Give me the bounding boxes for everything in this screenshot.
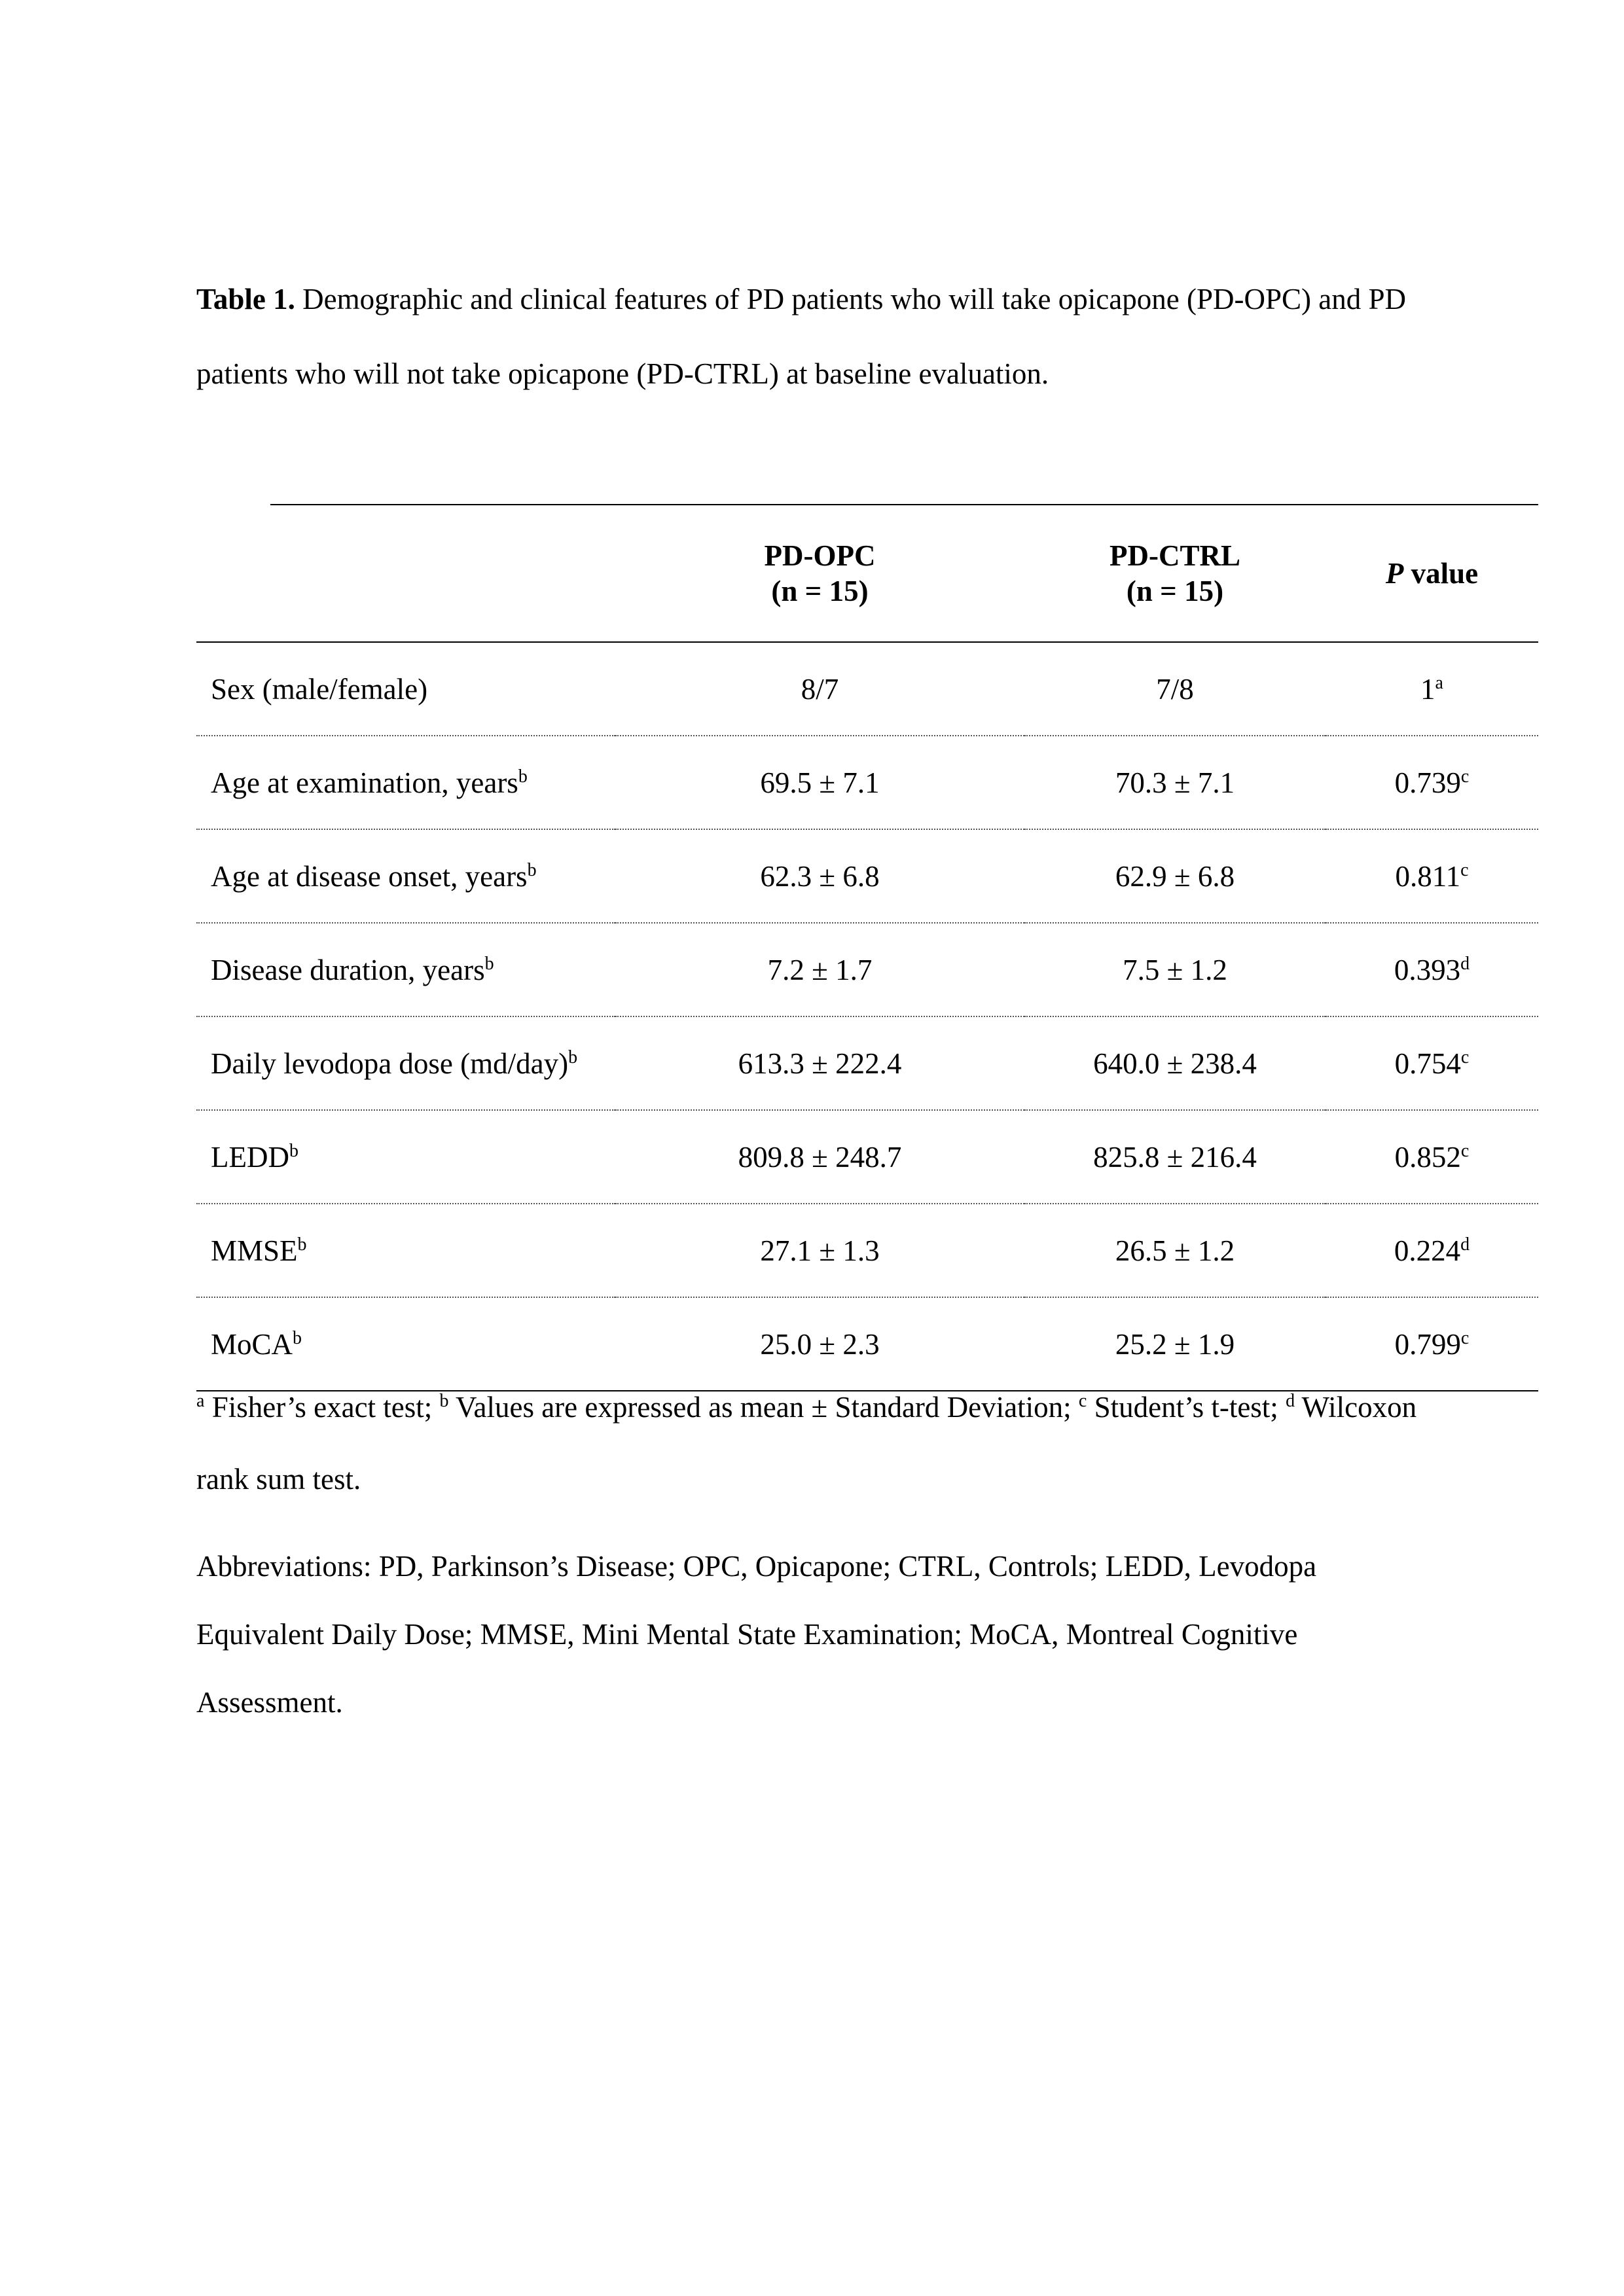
table-notes <box>196 1371 1427 1736</box>
header-p-value <box>1326 505 1538 642</box>
row-label-cell <box>196 642 615 736</box>
row-pd-ctrl-value: 7/8 <box>1156 672 1194 706</box>
row-p-value: 0.852 <box>1394 1140 1461 1174</box>
header-p-italic: P <box>1385 557 1404 590</box>
row-pd-opc-value-cell <box>615 923 1024 1016</box>
row-pd-ctrl-value: 70.3 ± 7.1 <box>1115 766 1235 799</box>
row-p-value: 0.224 <box>1394 1234 1461 1267</box>
row-label: Daily levodopa dose (md/day) <box>211 1047 569 1080</box>
row-label: LEDD <box>211 1140 289 1174</box>
row-label-superscript: b <box>484 953 494 974</box>
row-label-cell <box>196 923 615 1016</box>
row-label-cell <box>196 736 615 829</box>
row-pd-ctrl-value-cell <box>1024 736 1326 829</box>
row-p-value-cell <box>1326 1016 1538 1110</box>
row-pd-opc-value: 25.0 ± 2.3 <box>760 1327 880 1361</box>
header-pd-opc-name: PD-OPC <box>764 539 876 572</box>
row-label-superscript: b <box>297 1234 307 1255</box>
row-p-value-cell <box>1326 1204 1538 1297</box>
table-header-row <box>196 505 1538 642</box>
row-p-value: 0.739 <box>1394 766 1461 799</box>
row-label-cell <box>196 1204 615 1297</box>
row-label: Age at examination, years <box>211 766 518 799</box>
row-pd-opc-value: 7.2 ± 1.7 <box>767 953 873 986</box>
table-row <box>196 923 1538 1016</box>
header-pd-ctrl-n: (n = 15) <box>1126 575 1224 607</box>
row-pd-ctrl-value: 7.5 ± 1.2 <box>1123 953 1227 986</box>
row-p-value-superscript: c <box>1460 1327 1470 1348</box>
row-pd-ctrl-value-cell <box>1024 923 1326 1016</box>
table-row <box>196 1016 1538 1110</box>
footnote-a-marker: a <box>196 1391 205 1411</box>
row-p-value: 0.811 <box>1395 859 1461 893</box>
row-p-value-superscript: d <box>1460 953 1470 974</box>
row-p-value: 0.799 <box>1394 1327 1461 1361</box>
header-pd-opc-n: (n = 15) <box>771 575 869 607</box>
row-pd-opc-value: 27.1 ± 1.3 <box>760 1234 880 1267</box>
table-row <box>196 829 1538 923</box>
row-pd-ctrl-value: 825.8 ± 216.4 <box>1093 1140 1257 1174</box>
row-pd-ctrl-value-cell <box>1024 1204 1326 1297</box>
row-pd-opc-value-cell <box>615 1016 1024 1110</box>
header-p-rest: value <box>1403 557 1479 590</box>
row-pd-opc-value: 8/7 <box>801 672 839 706</box>
row-pd-opc-value: 62.3 ± 6.8 <box>760 859 880 893</box>
row-label-superscript: b <box>518 766 528 787</box>
footnote-d-text: Wilcoxon rank sum test. <box>196 1391 1417 1496</box>
row-p-value-superscript: c <box>1460 859 1469 880</box>
row-pd-ctrl-value: 640.0 ± 238.4 <box>1093 1047 1257 1080</box>
footnote-b-marker: b <box>439 1391 449 1411</box>
row-pd-opc-value-cell <box>615 642 1024 736</box>
header-pd-ctrl-name: PD-CTRL <box>1110 539 1240 572</box>
row-pd-ctrl-value-cell <box>1024 829 1326 923</box>
table-caption <box>196 262 1427 411</box>
row-p-value-cell <box>1326 642 1538 736</box>
row-label: Age at disease onset, years <box>211 859 528 893</box>
footnote-c-marker: c <box>1078 1391 1087 1411</box>
row-p-value: 0.754 <box>1394 1047 1461 1080</box>
row-p-value-cell <box>1326 1110 1538 1204</box>
abbreviations: Abbreviations: PD, Parkinson’s Disease; OPC, Opicapone; CTRL, Controls; LEDD, Levodopa Equivalent Daily Dose; MMSE, Mini Mental State Examination; MoCA, Montreal Cognitive Assessment. <box>196 1550 1317 1719</box>
footnote-d-marker: d <box>1286 1391 1295 1411</box>
row-label: Disease duration, years <box>211 953 485 986</box>
row-label: MoCA <box>211 1327 293 1361</box>
footnotes <box>196 1371 1427 1515</box>
row-pd-opc-value: 69.5 ± 7.1 <box>760 766 880 799</box>
table-body <box>196 642 1538 1391</box>
row-p-value-cell <box>1326 829 1538 923</box>
row-p-value: 0.393 <box>1394 953 1461 986</box>
row-pd-ctrl-value-cell <box>1024 1110 1326 1204</box>
footnote-a-text: Fisher’s exact test; <box>204 1391 440 1424</box>
table-row <box>196 1110 1538 1204</box>
row-label-cell <box>196 829 615 923</box>
row-p-value-superscript: c <box>1460 766 1470 787</box>
row-pd-opc-value-cell <box>615 736 1024 829</box>
data-table <box>196 505 1538 1391</box>
header-pd-ctrl <box>1024 505 1326 642</box>
row-label-cell <box>196 1110 615 1204</box>
footnote-c-text: Student’s t-test; <box>1087 1391 1286 1424</box>
row-pd-ctrl-value: 25.2 ± 1.9 <box>1115 1327 1235 1361</box>
row-p-value-cell <box>1326 923 1538 1016</box>
row-p-value-cell <box>1326 736 1538 829</box>
header-empty <box>196 505 615 642</box>
row-p-value-superscript: c <box>1460 1047 1470 1067</box>
row-label: MMSE <box>211 1234 298 1267</box>
row-pd-opc-value-cell <box>615 829 1024 923</box>
row-label-cell <box>196 1016 615 1110</box>
row-label-superscript: b <box>568 1047 578 1067</box>
row-pd-opc-value: 613.3 ± 222.4 <box>738 1047 902 1080</box>
table-caption-label: Table 1. <box>196 283 295 315</box>
row-pd-opc-value-cell <box>615 1204 1024 1297</box>
row-p-value-superscript: c <box>1460 1140 1470 1161</box>
table-row <box>196 736 1538 829</box>
row-label-superscript: b <box>293 1327 302 1348</box>
row-p-value: 1 <box>1420 672 1435 706</box>
row-pd-opc-value-cell <box>615 1110 1024 1204</box>
row-pd-ctrl-value: 62.9 ± 6.8 <box>1115 859 1235 893</box>
row-label-superscript: b <box>289 1140 298 1161</box>
table-row <box>196 642 1538 736</box>
row-pd-ctrl-value-cell <box>1024 642 1326 736</box>
table-row <box>196 1204 1538 1297</box>
row-pd-ctrl-value-cell <box>1024 1016 1326 1110</box>
row-p-value-superscript: d <box>1460 1234 1470 1255</box>
footnote-b-text: Values are expressed as mean ± Standard Deviation; <box>448 1391 1079 1424</box>
row-pd-ctrl-value: 26.5 ± 1.2 <box>1115 1234 1235 1267</box>
row-pd-opc-value: 809.8 ± 248.7 <box>738 1140 902 1174</box>
row-label: Sex (male/female) <box>211 672 428 706</box>
header-pd-opc <box>615 505 1024 642</box>
row-p-value-superscript: a <box>1435 672 1443 693</box>
row-label-superscript: b <box>527 859 537 880</box>
table-caption-text: Demographic and clinical features of PD patients who will take opicapone (PD-OPC) and PD patients who will not take opicapone (PD-CTRL) at baseline evaluation. <box>196 283 1406 390</box>
